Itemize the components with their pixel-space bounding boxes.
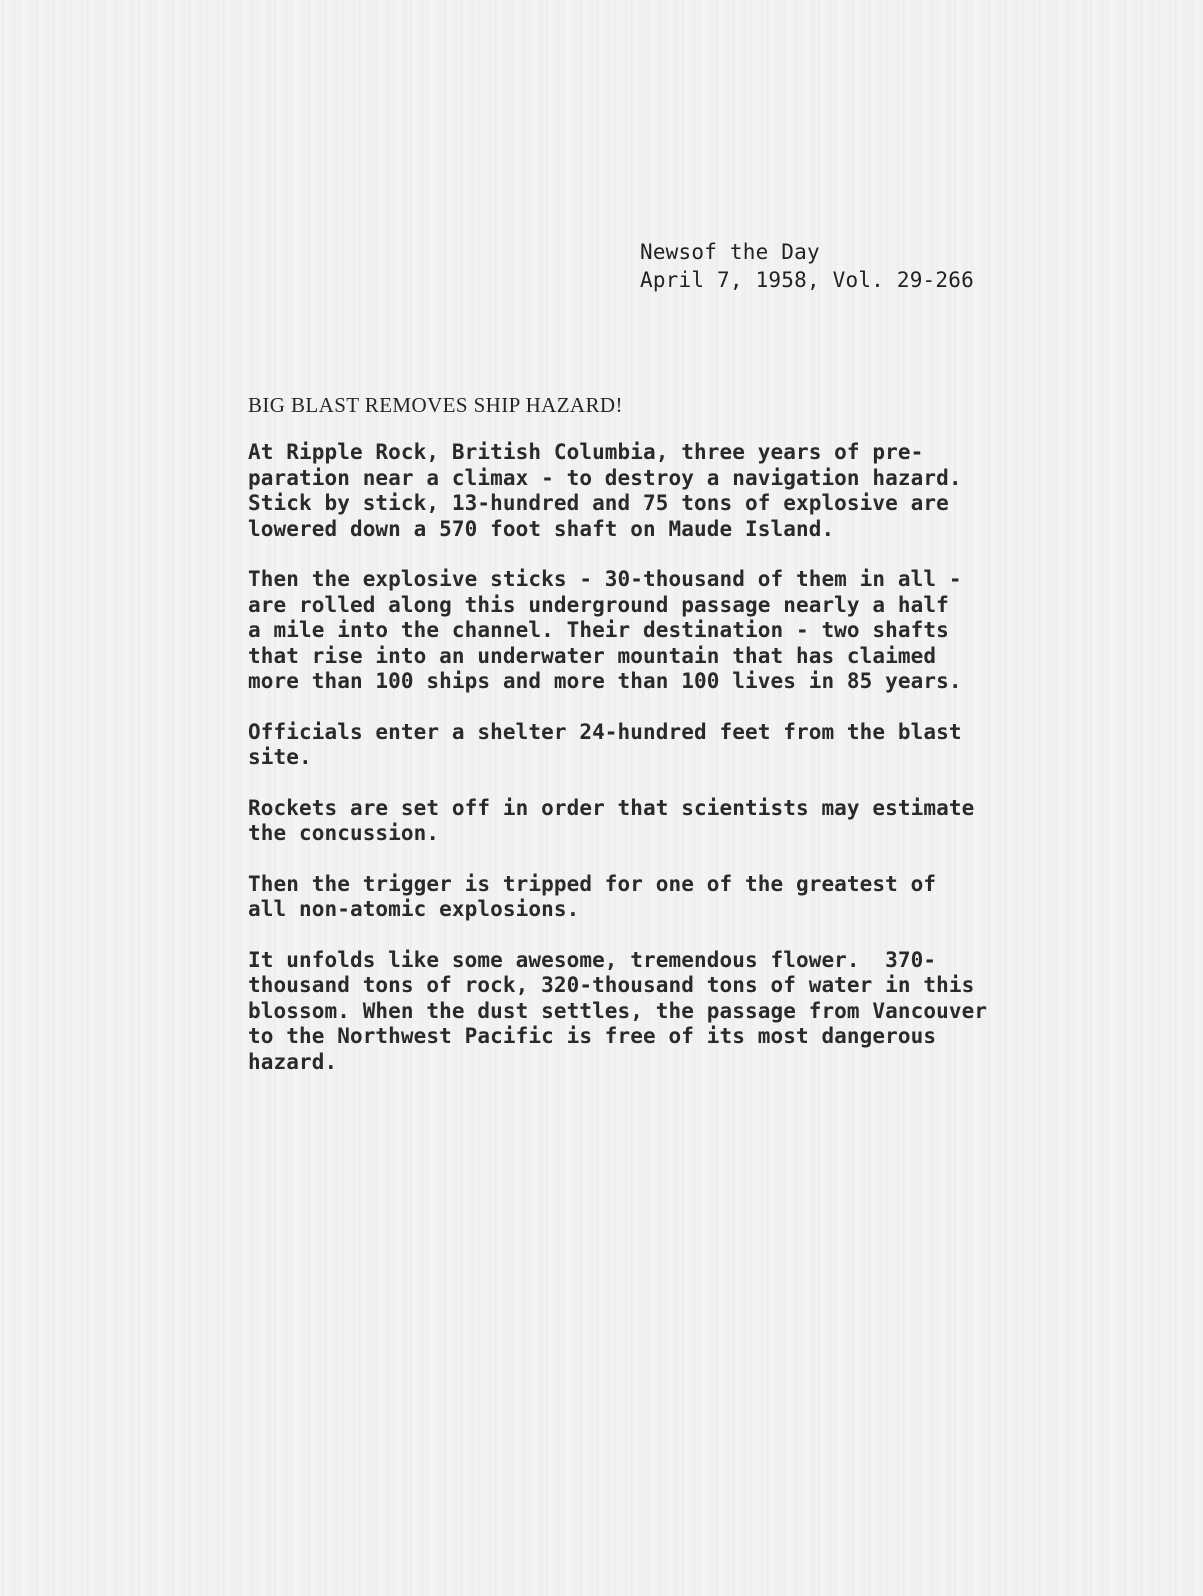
text-line: all non-atomic explosions. <box>248 897 580 921</box>
text-line: a mile into the channel. Their destination - two shafts <box>248 618 949 642</box>
text-line: are rolled along this underground passage nearly a half <box>248 592 949 617</box>
text-line: thousand tons of rock, 320-thousand tons of water in this <box>248 973 975 997</box>
story-headline: BIG BLAST REMOVES SHIP HAZARD! <box>248 393 623 417</box>
paragraph-4 <box>248 796 1148 847</box>
paragraph-2 <box>248 567 1148 695</box>
text-line: more than 100 ships and more than 100 lives in 85 years. <box>248 669 962 693</box>
document-header <box>640 238 974 294</box>
text-line: Rockets are set off in order that scientists may estimate <box>248 795 975 820</box>
text-line: hazard. <box>248 1049 338 1074</box>
text-line: lowered down a 570 foot shaft on Maude Island. <box>248 516 835 541</box>
text-line: paration near a climax - to destroy a navigation hazard. <box>248 465 962 490</box>
text-line: Stick by stick, 13-hundred and 75 tons of explosive are <box>248 491 949 515</box>
paragraph-5 <box>248 872 1148 923</box>
text-line: the concussion. <box>248 821 440 845</box>
text-line: blossom. When the dust settles, the passage from Vancouver <box>248 998 988 1023</box>
paragraph-6 <box>248 948 1148 1076</box>
paragraph-3 <box>248 720 1148 771</box>
text-line: Then the trigger is tripped for one of the greatest of <box>248 871 937 896</box>
text-line: Officials enter a shelter 24-hundred feet from the blast <box>248 719 962 744</box>
header-program-title: Newsof the Day <box>640 240 820 264</box>
header-date-volume: April 7, 1958, Vol. 29-266 <box>640 268 974 292</box>
text-line: that rise into an underwater mountain that has claimed <box>248 643 937 668</box>
story-body <box>248 440 1148 1100</box>
text-line: site. <box>248 745 312 769</box>
text-line: to the Northwest Pacific is free of its most dangerous <box>248 1024 937 1048</box>
paragraph-1 <box>248 440 1148 542</box>
text-line: It unfolds like some awesome, tremendous flower. 370- <box>248 947 937 972</box>
text-line: At Ripple Rock, British Columbia, three years of pre- <box>248 440 924 464</box>
text-line: Then the explosive sticks - 30-thousand of them in all - <box>248 567 962 591</box>
